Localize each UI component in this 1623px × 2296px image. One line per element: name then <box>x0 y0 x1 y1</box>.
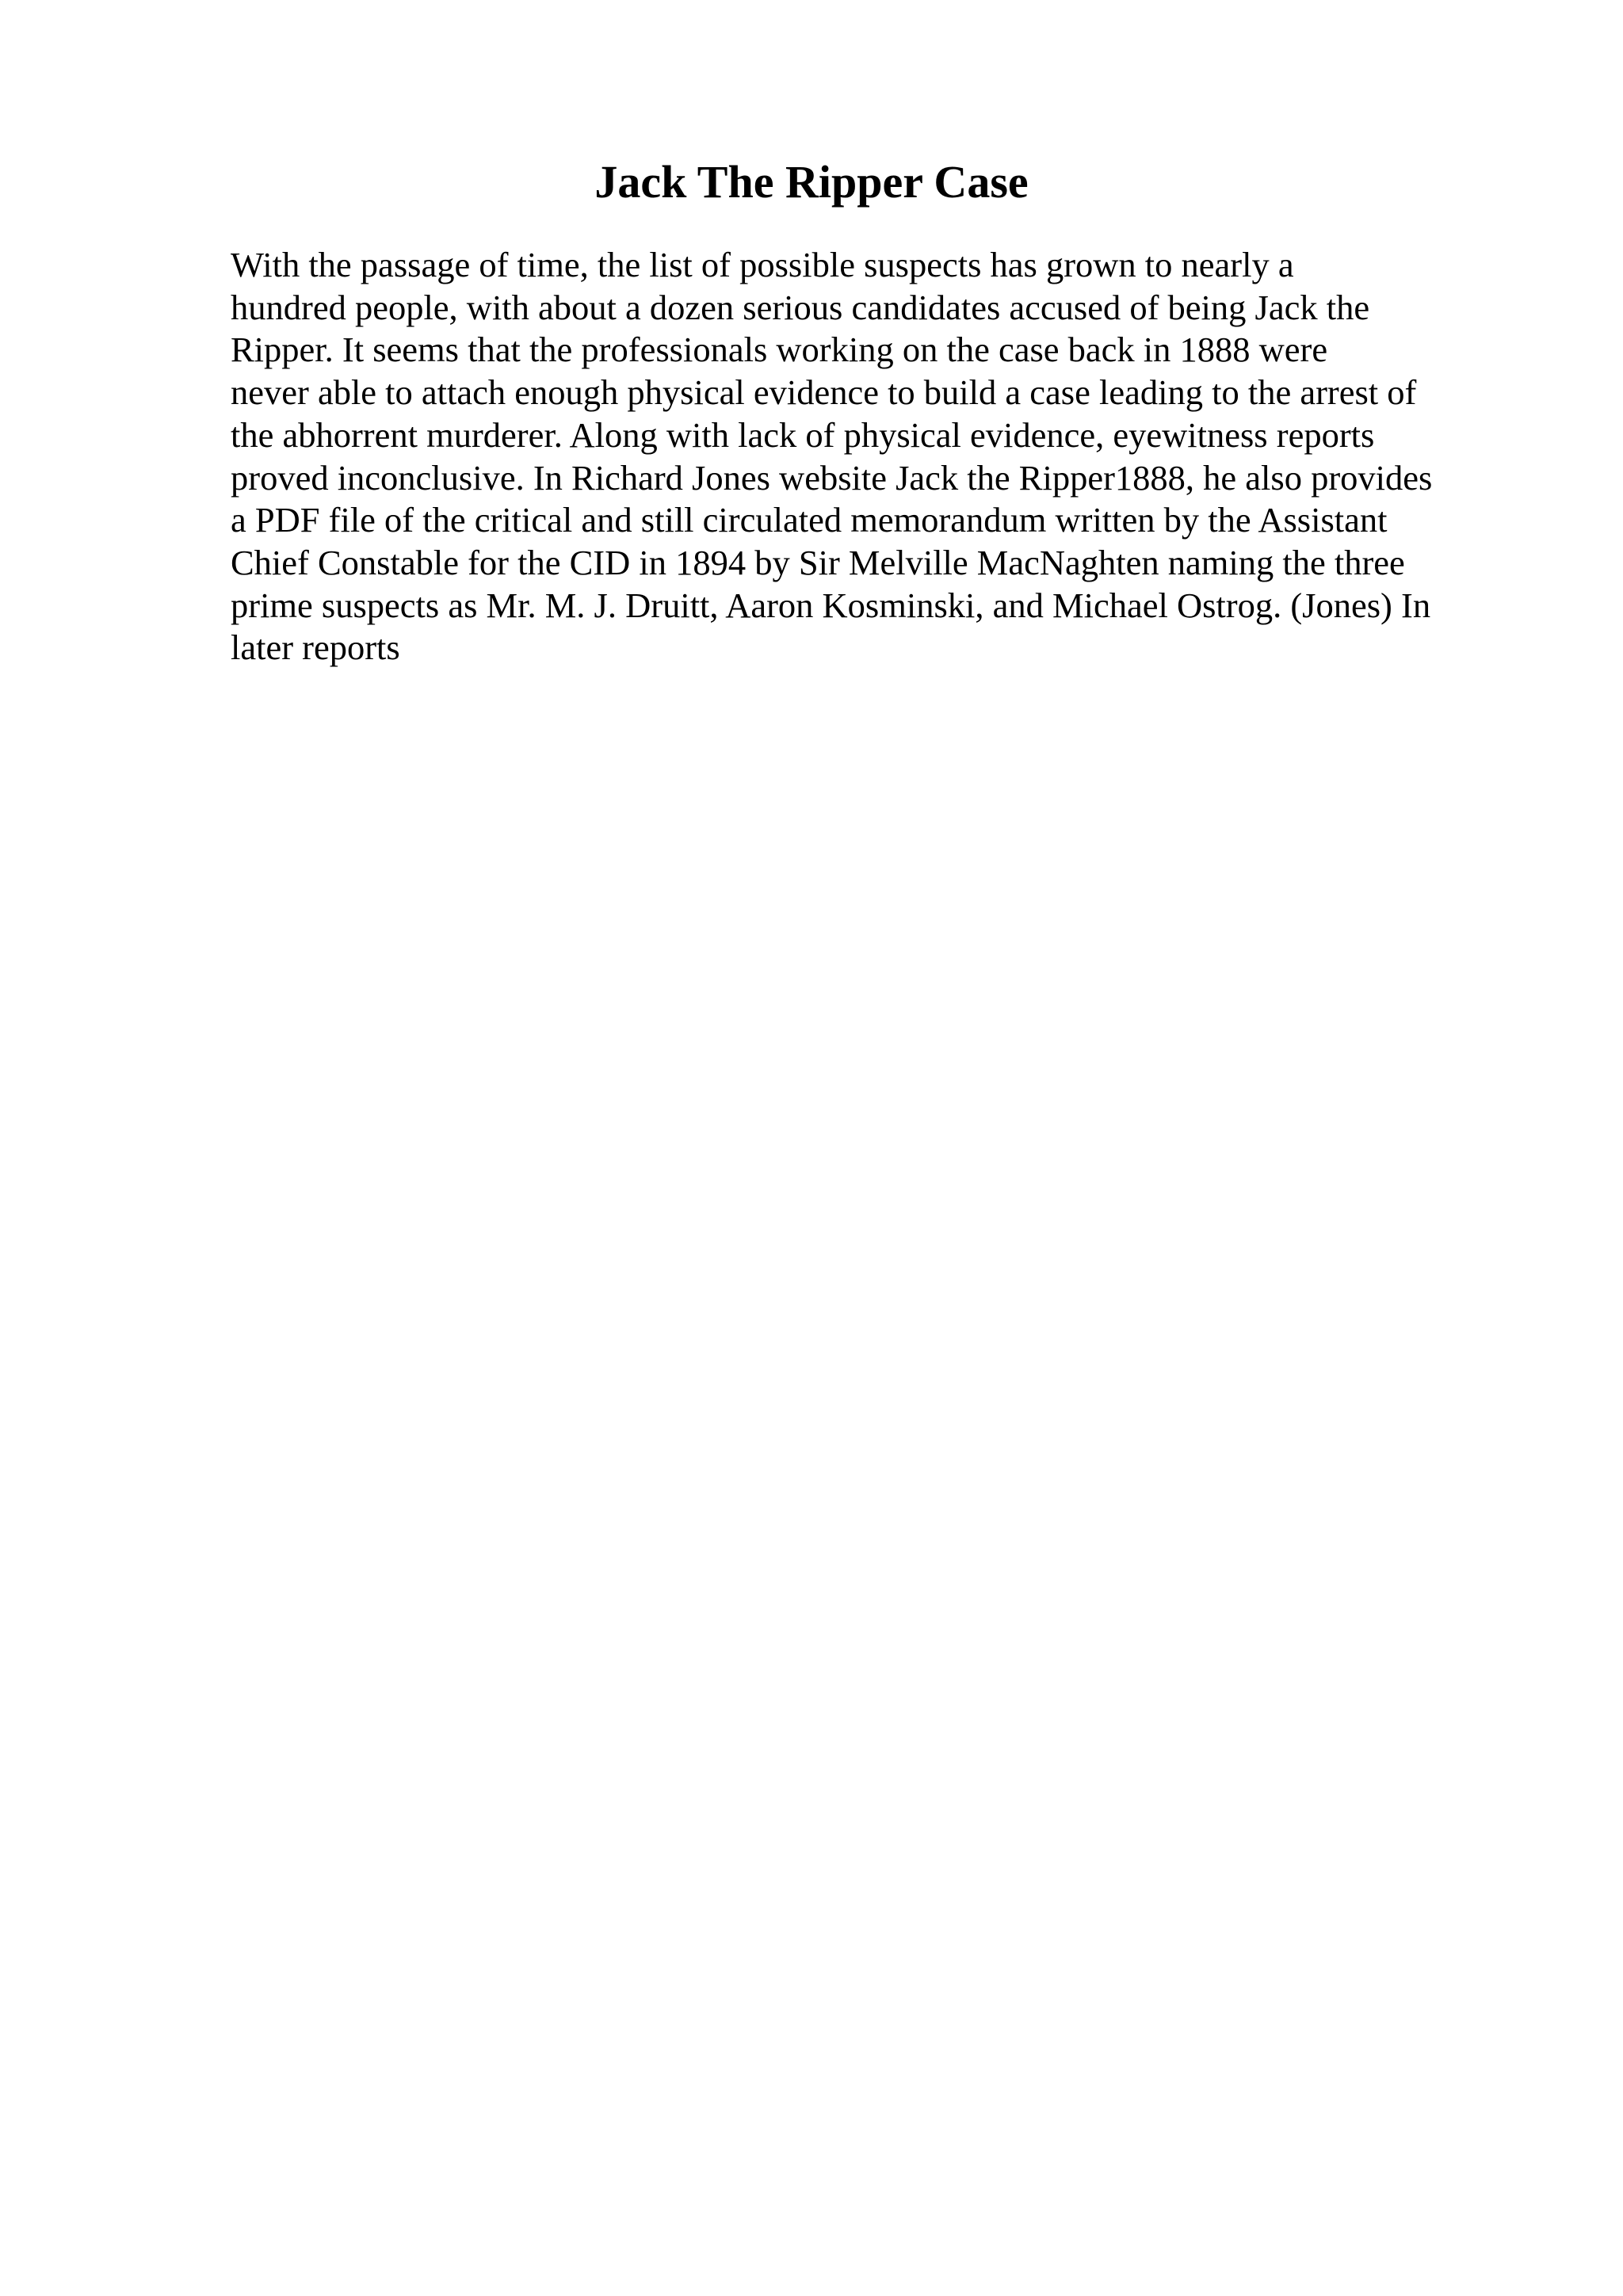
body-paragraph <box>231 244 1514 669</box>
paragraph-line: With the passage of time, the list of possible suspects has grown to nearly a <box>231 245 1294 284</box>
paragraph-line: prime suspects as Mr. M. J. Druitt, Aaron Kosminski, and Michael Ostrog. (Jones) In <box>231 585 1431 625</box>
paragraph-line: Chief Constable for the CID in 1894 by Sir Melville MacNaghten naming the three <box>231 542 1405 582</box>
paragraph-line: the abhorrent murderer. Along with lack of physical evidence, eyewitness reports <box>231 414 1375 455</box>
paragraph-line: later reports <box>231 627 400 668</box>
document-title: Jack The Ripper Case <box>594 156 1029 208</box>
paragraph-line: hundred people, with about a dozen serious candidates accused of being Jack the <box>231 287 1370 327</box>
paragraph-line: Ripper. It seems that the professionals working on the case back in 1888 were <box>231 330 1328 370</box>
paragraph-line: never able to attach enough physical evidence to build a case leading to the arrest of <box>231 372 1417 413</box>
paragraph-line: a PDF file of the critical and still circulated memorandum written by the Assistant <box>231 500 1388 540</box>
paragraph-line: proved inconclusive. In Richard Jones website Jack the Ripper1888, he also provides <box>231 457 1433 498</box>
